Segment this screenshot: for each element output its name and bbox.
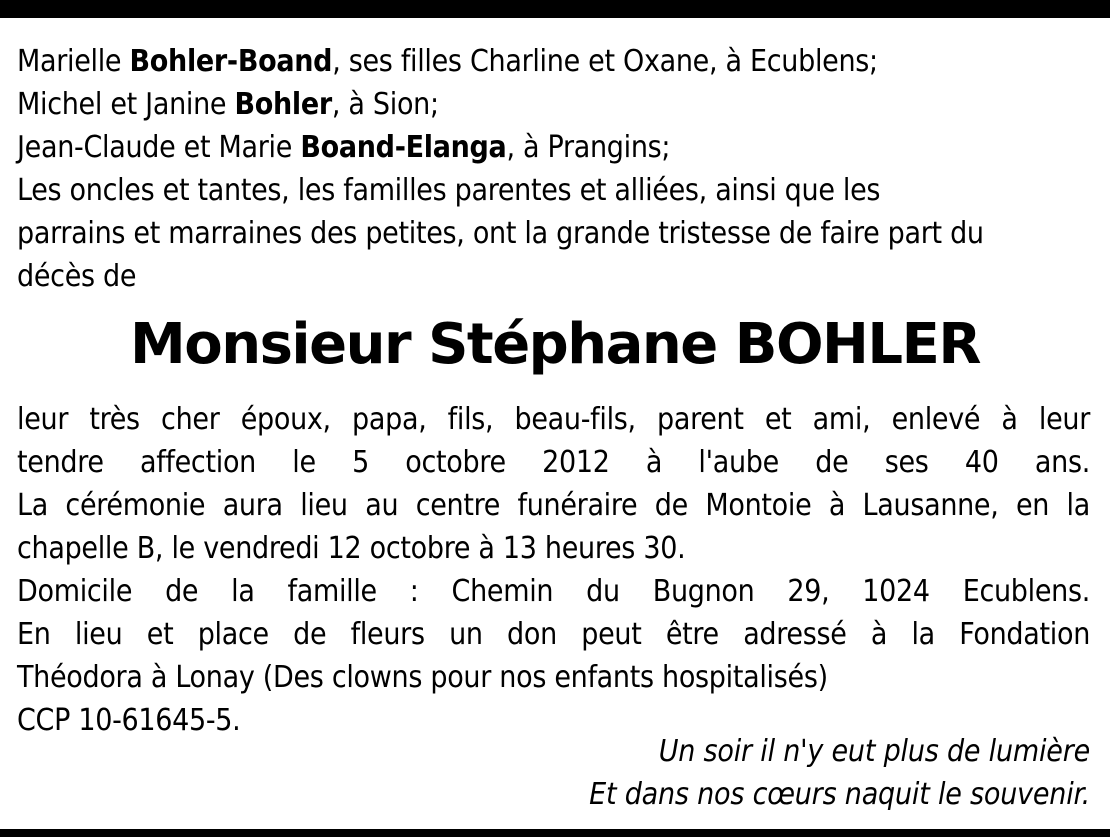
family-announcement	[17, 40, 1090, 298]
family-line-5: parrains et marraines des petites, ont la grande tristesse de faire part du	[17, 216, 984, 251]
family-line-6: décès de	[17, 259, 137, 294]
body-line-5: Domicile de la famille : Chemin du Bugnon 29, 1024 Ecublens.	[17, 574, 1090, 609]
family-name-bold: Bohler	[234, 87, 332, 122]
body-line-3: La cérémonie aura lieu au centre funéraire de Montoie à Lausanne, en la	[17, 488, 1090, 523]
family-name-bold: Boand-Elanga	[300, 130, 507, 165]
body-line-6: En lieu et place de fleurs un don peut être adressé à la Fondation	[17, 617, 1090, 652]
body-line-1: leur très cher époux, papa, fils, beau-fils, parent et ami, enlevé à leur	[17, 402, 1090, 437]
top-border-rule	[0, 0, 1110, 18]
bottom-border-rule	[0, 829, 1110, 837]
text-run: , ses filles Charline et Oxane, à Ecublens;	[332, 44, 878, 79]
quote-line-1: Un soir il n'y eut plus de lumière	[658, 734, 1090, 769]
family-line-2	[17, 83, 1090, 126]
body-line-8: CCP 10-61645-5.	[17, 703, 241, 738]
family-name-bold: Bohler-Boand	[129, 44, 333, 79]
deceased-name-heading: Monsieur Stéphane BOHLER	[130, 312, 980, 377]
family-line-1	[17, 40, 1090, 83]
family-line-3	[17, 126, 1090, 169]
body-line-4: chapelle B, le vendredi 12 octobre à 13 heures 30.	[17, 531, 686, 566]
text-run: , à Sion;	[331, 87, 439, 122]
announcement-body	[17, 398, 1090, 742]
text-run: , à Prangins;	[506, 130, 671, 165]
text-run: Marielle	[17, 44, 130, 79]
body-line-7: Théodora à Lonay (Des clowns pour nos enfants hospitalisés)	[17, 660, 828, 695]
text-run: Michel et Janine	[17, 87, 235, 122]
text-run: Jean-Claude et Marie	[17, 130, 301, 165]
quote-line-2: Et dans nos cœurs naquit le souvenir.	[589, 777, 1090, 812]
body-line-2: tendre affection le 5 octobre 2012 à l'aube de ses 40 ans.	[17, 445, 1090, 480]
family-line-4: Les oncles et tantes, les familles parentes et alliées, ainsi que les	[17, 173, 881, 208]
